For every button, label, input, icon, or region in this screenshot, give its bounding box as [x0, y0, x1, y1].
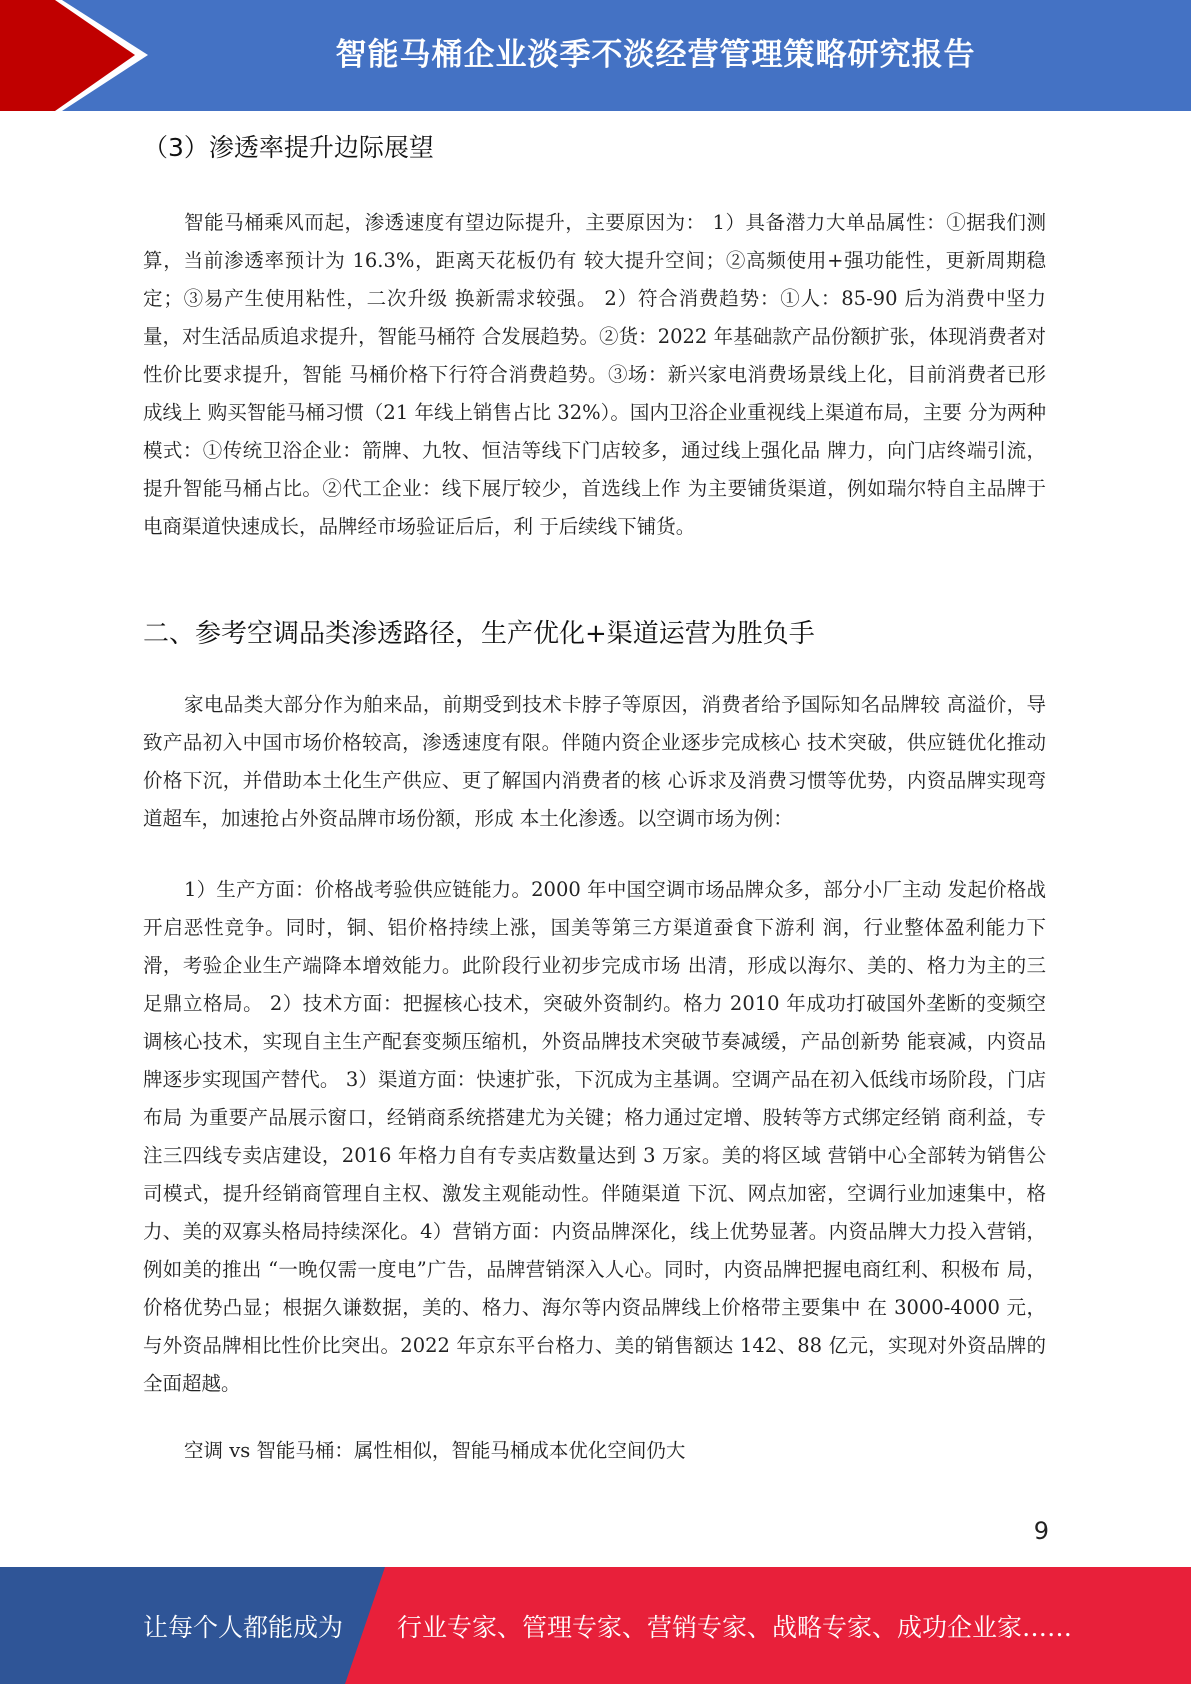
paragraph-comparison-title: 空调 vs 智能马桶：属性相似，智能马桶成本优化空间仍大	[184, 1439, 686, 1462]
subsection-heading: （3）渗透率提升边际展望	[143, 133, 434, 162]
paragraph-appliance-import: 家电品类大部分作为舶来品，前期受到技术卡脖子等原因，消费者给予国际知名品牌较 高溢价，导致产品初入中国市场价格较高，渗透速度有限。伴随内资企业逐步完成核心 技术突破，供应链优化推动价格下沉，并借助本土化生产供应、更了解国内消费者的核 心诉求及消费习惯等优势，内资品牌实现弯道超车，加速抢占外资品牌市场份额，形成 本土化渗透。以空调市场为例：	[143, 693, 1046, 830]
page-footer	[0, 1567, 1191, 1684]
section-heading: 二、参考空调品类渗透路径，生产优化+渠道运营为胜负手	[143, 619, 815, 649]
footer-slogan-left: 让每个人都能成为	[143, 1612, 344, 1642]
paragraph-air-conditioner-case: 1）生产方面：价格战考验供应链能力。2000 年中国空调市场品牌众多，部分小厂主动 发起价格战开启恶性竞争。同时，铜、铝价格持续上涨，国美等第三方渠道蚕食下游利 润，行业整体盈利能力下滑，考验企业生产端降本增效能力。此阶段行业初步完成市场 出清，形成以海尔、美的、格力为主的三足鼎立格局。 2）技术方面：把握核心技术，突破外资制约。格力 2010 年成功打破国外垄断的变频空 调核心技术，实现自主生产配套变频压缩机，外资品牌技术突破节奏减缓，产品创新势 能衰减，内资品牌逐步实现国产替代。 3）渠道方面：快速扩张，下沉成为主基调。空调产品在初入低线市场阶段，门店布局 为重要产品展示窗口，经销商系统搭建尤为关键；格力通过定增、股转等方式绑定经销 商利益，专注三四线专卖店建设，2016 年格力自有专卖店数量达到 3 万家。美的将区域 营销中心全部转为销售公司模式，提升经销商管理自主权、激发主观能动性。伴随渠道 下沉、网点加密，空调行业加速集中，格力、美的双寡头格局持续深化。4）营销方面：内资品牌深化，线上优势显著。内资品牌大力投入营销，例如美的推出 “一晚仅需一度电”广告，品牌营销深入人心。同时，内资品牌把握电商红利、积极布 局，价格优势凸显；根据久谦数据，美的、格力、海尔等内资品牌线上价格带主要集中 在 3000-4000 元，与外资品牌相比性价比突出。2022 年京东平台格力、美的销售额达 142、88 亿元，实现对外资品牌的全面超越。	[143, 878, 1046, 1395]
paragraph-penetration-outlook: 智能马桶乘风而起，渗透速度有望边际提升，主要原因为： 1）具备潜力大单品属性：①据我们测算，当前渗透率预计为 16.3%，距离天花板仍有 较大提升空间；②高频使用+强功能性，更新周期稳定；③易产生使用粘性，二次升级 换新需求较强。 2）符合消费趋势：①人：85-90 后为消费中坚力量，对生活品质追求提升，智能马桶符 合发展趋势。②货：2022 年基础款产品份额扩张，体现消费者对性价比要求提升，智能 马桶价格下行符合消费趋势。③场：新兴家电消费场景线上化，目前消费者已形成线上 购买智能马桶习惯（21 年线上销售占比 32%）。国内卫浴企业重视线上渠道布局，主要 分为两种模式：①传统卫浴企业：箭牌、九牧、恒洁等线下门店较多，通过线上强化品 牌力，向门店终端引流，提升智能马桶占比。②代工企业：线下展厅较少，首选线上作 为主要铺货渠道，例如瑞尔特自主品牌于电商渠道快速成长，品牌经市场验证后后，利 于后续线下铺货。	[143, 211, 1046, 538]
page-header	[0, 0, 1191, 111]
footer-slogan-right: 行业专家、管理专家、营销专家、战略专家、成功企业家……	[397, 1612, 1073, 1642]
header-title: 智能马桶企业淡季不淡经营管理策略研究报告	[335, 37, 976, 73]
page-number: 9	[1033, 1517, 1049, 1545]
header-arrow-icon	[0, 0, 160, 111]
